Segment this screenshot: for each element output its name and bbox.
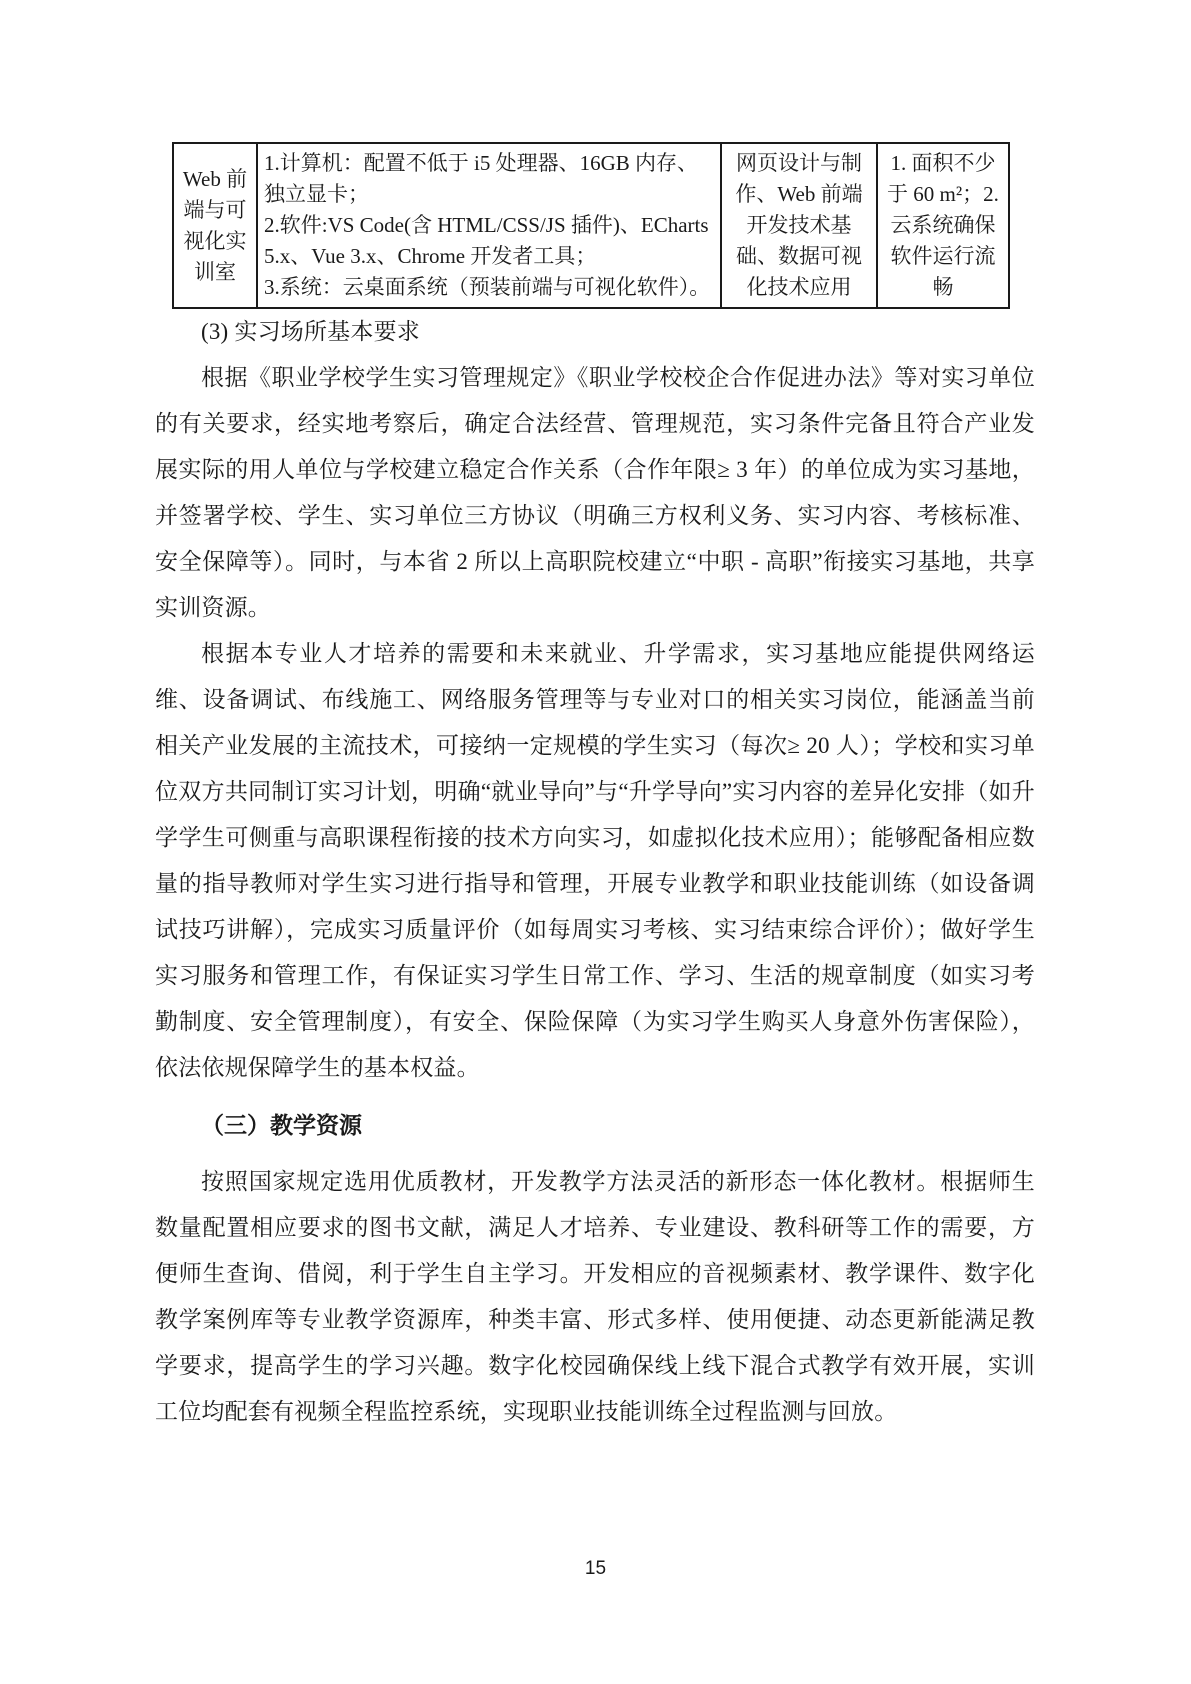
cell-remark: 1. 面积不少于 60 m²；2.云系统确保软件运行流畅 [877, 143, 1009, 308]
config-item-software: 2.软件:VS Code(含 HTML/CSS/JS 插件)、ECharts 5.x、Vue 3.x、Chrome 开发者工具； [264, 213, 709, 268]
paragraph-practice-requirements: 根据《职业学校学生实习管理规定》《职业学校校企合作促进办法》等对实习单位的有关要求，经实地考察后，确定合法经营、管理规范，实习条件完备且符合产业发展实际的用人单位与学校建立稳定合作关系（合作年限≥ 3 年）的单位成为实习基地，并签署学校、学生、实习单位三方协议（明确三方权利义务、实习内容、考核标准、安全保障等）。同时，与本省 2 所以上高职院校建立“中职 - 高职”衔接实习基地，共享实训资源。 [155, 365, 1035, 620]
section-heading-teaching-resources: （三）教学资源 [201, 1113, 362, 1138]
cell-function: 网页设计与制作、Web 前端开发技术基础、数据可视化技术应用 [721, 143, 877, 308]
page-number: 15 [584, 1558, 607, 1579]
sub-heading-practice-site: (3) 实习场所基本要求 [201, 319, 420, 344]
cell-room-name: Web 前端与可视化实训室 [173, 143, 257, 308]
config-item-system: 3.系统：云桌面系统（预装前端与可视化软件）。 [264, 275, 711, 299]
config-item-computer: 1.计算机：配置不低于 i5 处理器、16GB 内存、独立显卡； [264, 151, 699, 206]
paragraph-teaching-resources: 按照国家规定选用优质教材，开发教学方法灵活的新形态一体化教材。根据师生数量配置相应要求的图书文献，满足人才培养、专业建设、教科研等工作的需要，方便师生查询、借阅，利于学生自主学习。开发相应的音视频素材、教学课件、数字化教学案例库等专业教学资源库，种类丰富、形式多样、使用便捷、动态更新能满足教学要求，提高学生的学习兴趣。数字化校园确保线上线下混合式教学有效开展，实训工位均配套有视频全程监控系统，实现职业技能训练全过程监测与回放。 [155, 1169, 1035, 1424]
training-room-spec-table [172, 142, 1010, 309]
body-text [155, 309, 1035, 1435]
table-row [173, 143, 1009, 308]
paragraph-practice-base: 根据本专业人才培养的需要和未来就业、升学需求，实习基地应能提供网络运维、设备调试、布线施工、网络服务管理等与专业对口的相关实习岗位，能涵盖当前相关产业发展的主流技术，可接纳一定规模的学生实习（每次≥ 20 人）；学校和实习单位双方共同制订实习计划，明确“就业导向”与“升学导向”实习内容的差异化安排（如升学学生可侧重与高职课程衔接的技术方向实习，如虚拟化技术应用）；能够配备相应数量的指导教师对学生实习进行指导和管理，开展专业教学和职业技能训练（如设备调试技巧讲解），完成实习质量评价（如每周实习考核、实习结束综合评价）；做好学生实习服务和管理工作，有保证实习学生日常工作、学习、生活的规章制度（如实习考勤制度、安全管理制度），有安全、保险保障（为实习学生购买人身意外伤害保险），依法依规保障学生的基本权益。 [155, 641, 1035, 1080]
cell-equipment-config [257, 143, 721, 308]
